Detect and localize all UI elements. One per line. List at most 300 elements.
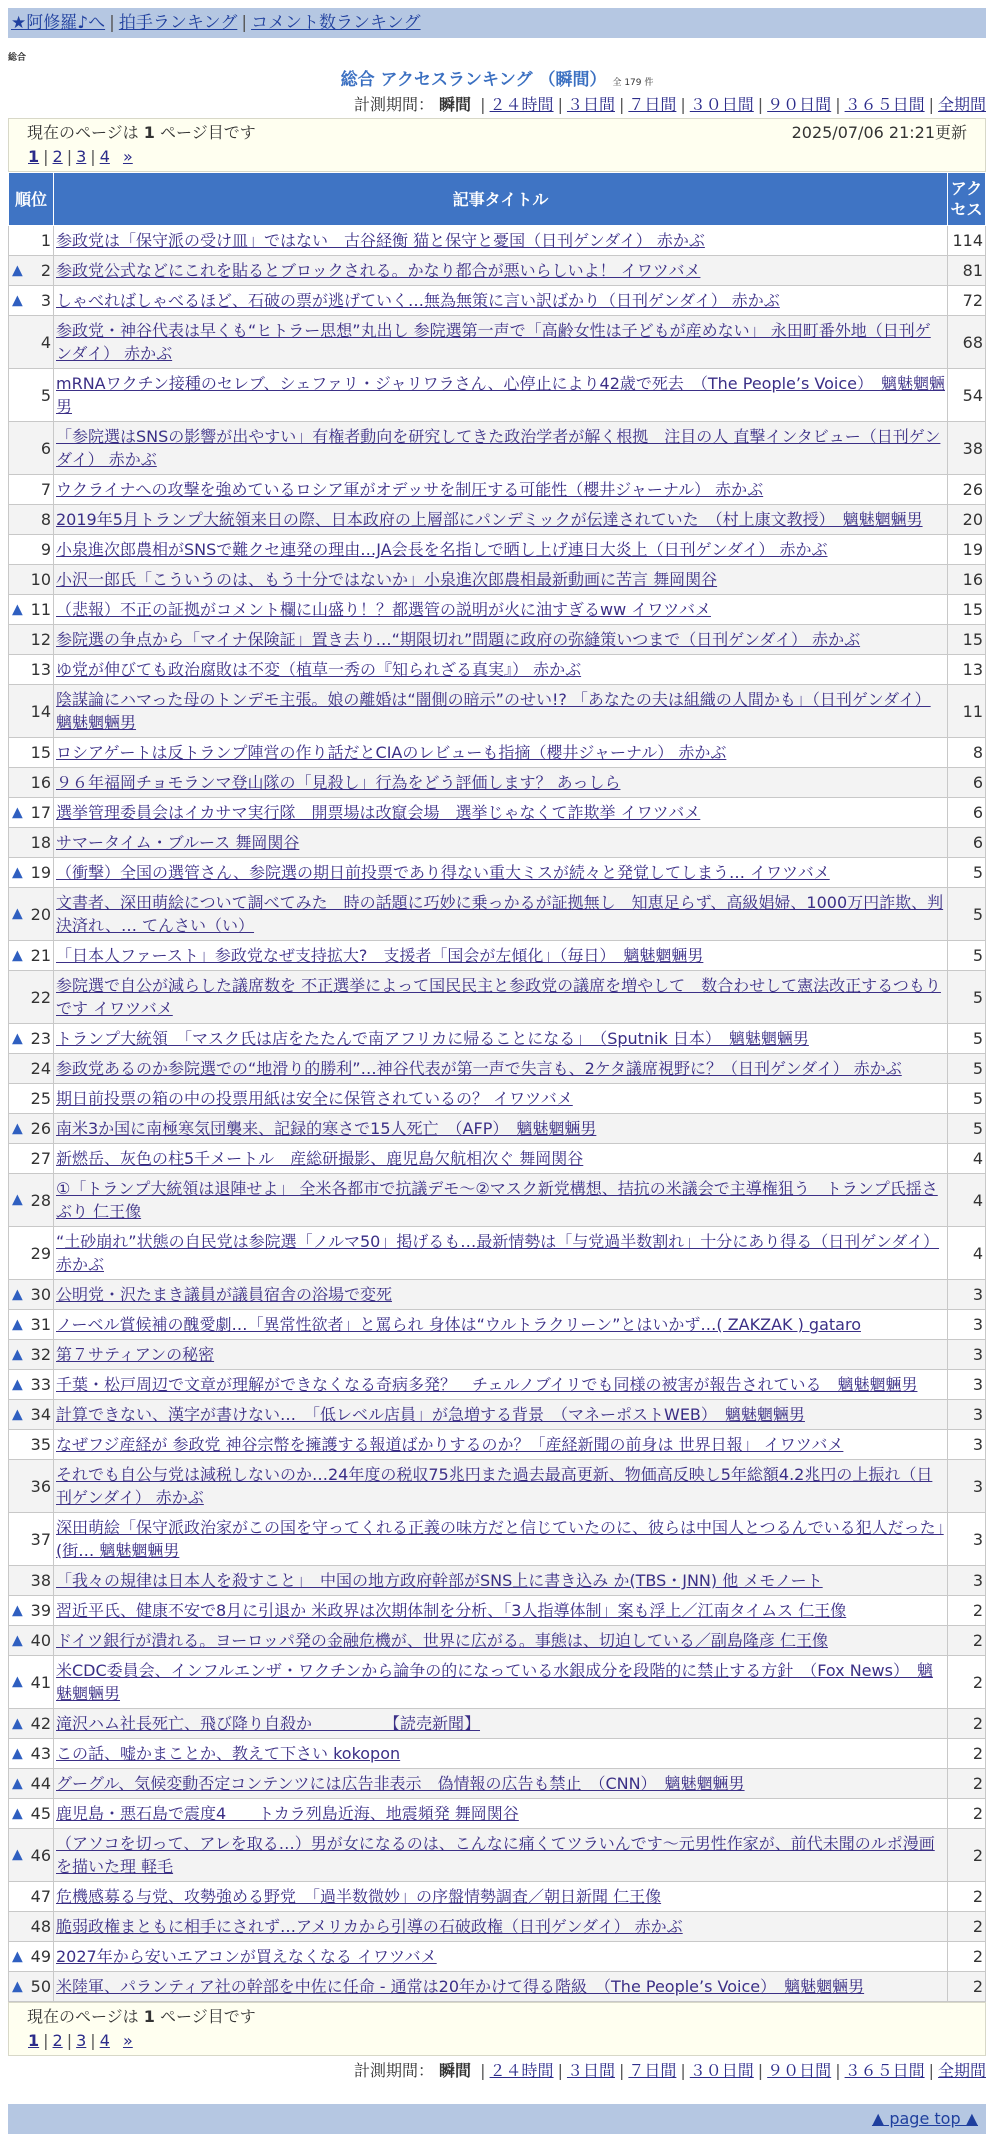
table-row (9, 1829, 986, 1882)
period-option-link[interactable]: ２４時間 (489, 95, 554, 114)
rank-cell (9, 565, 54, 595)
rank-number: 50 (30, 1977, 51, 1996)
rank-cell (9, 738, 54, 768)
article-link[interactable]: 深田萌絵「保守派政治家がこの国を守ってくれる正義の味方だと信じていたのに、彼らは中国人とつるんでいる犯人だった」(街… 魑魅魍魎男 (56, 1518, 944, 1560)
title-cell (54, 1912, 948, 1942)
current-page-suffix: ページ目です (160, 123, 256, 142)
table-row (9, 798, 986, 828)
period-separator: | (618, 2061, 625, 2080)
title-cell (54, 1566, 948, 1596)
title-cell (54, 685, 948, 738)
article-link[interactable]: それでも自公与党は減税しないのか…24年度の税収75兆円また過去最高更新、物価高反映し5年総額4.2兆円の上振れ（日刊ゲンダイ） 赤かぶ (56, 1465, 933, 1507)
next-page-link[interactable]: » (122, 2031, 133, 2050)
title-cell (54, 971, 948, 1024)
table-row (9, 1566, 986, 1596)
article-link[interactable]: しゃべればしゃべるほど、石破の票が逃げていく…無為無策に言い訳ばかり（日刊ゲンダイ） 赤かぶ (56, 291, 780, 310)
rank-cell (9, 1024, 54, 1054)
period-option-link[interactable]: ３日間 (566, 2061, 615, 2080)
table-row (9, 226, 986, 256)
access-count: 2 (948, 1829, 986, 1882)
access-count: 20 (948, 505, 986, 535)
table-row (9, 286, 986, 316)
table-header (9, 173, 986, 226)
table-row (9, 768, 986, 798)
table-row (9, 1596, 986, 1626)
page-top-link[interactable]: ▲ page top ▲ (871, 2109, 978, 2128)
rank-number: 33 (30, 1375, 51, 1394)
pager-status (27, 121, 967, 145)
article-link[interactable]: ゆ党が伸びても政治腐敗は不変（植草一秀の『知られざる真実』） 赤かぶ (56, 660, 582, 679)
article-link[interactable]: （アソコを切って、アレを取る…）男が女になるのは、こんなに痛くてツラいんです～元男性作家が、前代未聞のルポ漫画を描いた理 軽毛 (56, 1834, 935, 1876)
table-row (9, 505, 986, 535)
article-link[interactable]: 南米3か国に南極寒気団襲来、記録的寒さで15人死亡 （AFP） 魑魅魍魎男 (56, 1119, 597, 1138)
rank-cell (9, 535, 54, 565)
article-link[interactable]: 第７サティアンの秘密 (56, 1345, 215, 1364)
rank-cell (9, 1799, 54, 1829)
rank-number: 18 (30, 833, 51, 852)
up-arrow-icon: ▲ (12, 1745, 23, 1761)
rank-number: 22 (30, 987, 51, 1007)
rank-number: 23 (30, 1029, 51, 1048)
title-cell (54, 1144, 948, 1174)
title-cell (54, 1769, 948, 1799)
article-link[interactable]: （悲報）不正の証拠がコメント欄に山盛り！？都選管の説明が火に油すぎるww イワツバメ (56, 600, 711, 619)
access-count: 4 (948, 1227, 986, 1280)
title-cell (54, 655, 948, 685)
rank-number: 17 (30, 803, 51, 822)
table-row (9, 685, 986, 738)
rank-cell (9, 1054, 54, 1084)
period-option-link[interactable]: ３日間 (566, 95, 615, 114)
table-row (9, 941, 986, 971)
page-link[interactable]: 2 (52, 2031, 63, 2050)
article-link[interactable]: 習近平氏、健康不安で8月に引退か 米政界は次期体制を分析、「3人指導体制」案も浮上／江南タイムス 仁王像 (56, 1601, 847, 1620)
rank-number: 9 (40, 540, 51, 559)
article-link[interactable]: サマータイム・ブルース 舞岡関谷 (56, 833, 300, 852)
period-option-link[interactable]: ３６５日間 (844, 2061, 925, 2080)
pager-status-bottom (27, 2005, 967, 2029)
article-link[interactable]: ロシアゲートは反トランプ陣営の作り話だとCIAのレビューも指摘（櫻井ジャーナル） 赤かぶ (56, 743, 727, 762)
rank-number: 20 (30, 904, 51, 924)
table-row (9, 1769, 986, 1799)
table-row (9, 1709, 986, 1739)
article-link[interactable]: 参政党公式などにこれを貼るとブロックされる。かなり都合が悪いらしいよ！ イワツバメ (56, 261, 701, 280)
access-count: 11 (948, 685, 986, 738)
article-link[interactable]: グーグル、気候変動否定コンテンツには広告非表示 偽情報の広告も禁止 （CNN） 魑魅魍魎男 (56, 1774, 745, 1793)
article-link[interactable]: 陰謀論にハマった母のトンデモ主張。娘の離婚は“闇側の暗示”のせい!? 「あなたの夫は組織の人間かも」（日刊ゲンダイ） 魑魅魍魎男 (56, 690, 931, 732)
table-row (9, 1912, 986, 1942)
period-label: 計測期間： (353, 95, 434, 114)
access-column-header: アクセス (948, 173, 986, 226)
page-title-mode: （瞬間） (538, 70, 607, 90)
table-row (9, 1400, 986, 1430)
access-count: 54 (948, 369, 986, 422)
table-row (9, 369, 986, 422)
access-count: 3 (948, 1280, 986, 1310)
page-link[interactable]: 3 (76, 147, 87, 166)
access-count: 3 (948, 1400, 986, 1430)
access-count: 4 (948, 1174, 986, 1227)
period-separator: | (835, 95, 841, 114)
rank-cell (9, 625, 54, 655)
article-link[interactable]: 参政党は「保守派の受け皿」ではない 古谷経衡 猫と保守と憂国（日刊ゲンダイ） 赤かぶ (56, 231, 705, 250)
table-row (9, 971, 986, 1024)
period-separator: | (480, 2061, 486, 2080)
access-count: 5 (948, 971, 986, 1024)
access-count: 2 (948, 1769, 986, 1799)
period-option-link[interactable]: ２４時間 (489, 2061, 554, 2080)
article-link[interactable]: 参院選で自公が減らした議席数を 不正選挙によって国民民主と参政党の議席を増やして 数合わせして憲法改正するつもりです イワツバメ (56, 976, 941, 1018)
category-label: 総合 (8, 53, 27, 63)
table-row (9, 1513, 986, 1566)
article-link[interactable]: 参院選の争点から「マイナ保険証」置き去り…“期限切れ”問題に政府の弥縫策いつまで（日刊ゲンダイ） 赤かぶ (56, 630, 861, 649)
up-arrow-icon: ▲ (12, 1846, 23, 1863)
period-label: 計測期間： (353, 2061, 434, 2080)
rank-cell (9, 655, 54, 685)
article-link[interactable]: ウクライナへの攻撃を強めているロシア軍がオデッサを制圧する可能性（櫻井ジャーナル） 赤かぶ (56, 480, 764, 499)
rank-cell (9, 226, 54, 256)
rank-cell (9, 1144, 54, 1174)
article-link[interactable]: 2027年から安いエアコンが買えなくなる イワツバメ (56, 1947, 437, 1966)
access-count: 2 (948, 1972, 986, 2002)
rank-number: 27 (30, 1149, 51, 1168)
period-option-link[interactable]: ７日間 (628, 95, 677, 114)
period-separator: | (480, 95, 486, 114)
table-row (9, 738, 986, 768)
page-link[interactable]: 2 (52, 147, 63, 166)
table-row (9, 1799, 986, 1829)
access-count: 15 (948, 625, 986, 655)
rank-number: 37 (30, 1529, 51, 1549)
access-count: 5 (948, 1114, 986, 1144)
rank-number: 38 (30, 1571, 51, 1590)
rank-cell (9, 1227, 54, 1280)
up-arrow-icon: ▲ (12, 292, 23, 308)
access-count: 2 (948, 1739, 986, 1769)
article-link[interactable]: 滝沢ハム社長死亡、飛び降り自殺か 【読売新聞】 (56, 1714, 481, 1733)
table-row (9, 565, 986, 595)
table-row (9, 535, 986, 565)
rank-number: 10 (30, 570, 51, 589)
table-row (9, 1972, 986, 2002)
article-link[interactable]: 期日前投票の箱の中の投票用紙は安全に保管されているの？ イワツバメ (56, 1089, 573, 1108)
table-row (9, 475, 986, 505)
article-link[interactable]: 小泉進次郎農相がSNSで難クセ連発の理由…JA会長を名指しで晒し上げ連日大炎上（日刊ゲンダイ） 赤かぶ (56, 540, 828, 559)
rank-cell (9, 798, 54, 828)
rank-cell (9, 595, 54, 625)
page-separator: | (66, 2031, 73, 2050)
current-page-suffix: ページ目です (160, 2007, 256, 2026)
rank-cell (9, 1739, 54, 1769)
rank-cell (9, 1882, 54, 1912)
article-link[interactable]: 「我々の規律は日本人を殺すこと」 中国の地方政府幹部がSNS上に書き込み か(TBS・JNN) 他 メモノート (56, 1571, 823, 1590)
home-link[interactable]: ★阿修羅♪へ (11, 13, 106, 33)
up-arrow-icon: ▲ (12, 1286, 23, 1302)
article-link[interactable]: 「参院選はSNSの影響が出やすい」有権者動向を研究してきた政治学者が解く根拠 注目の人 直撃インタビュー（日刊ゲンダイ） 赤かぶ (56, 427, 941, 469)
article-link[interactable]: 2019年5月トランプ大統領来日の際、日本政府の上層部にパンデミックが伝達されていた （村上康文教授） 魑魅魍魎男 (56, 510, 923, 529)
up-arrow-icon: ▲ (12, 905, 23, 922)
rank-number: 42 (30, 1714, 51, 1733)
title-cell (54, 535, 948, 565)
period-selector (8, 92, 986, 118)
rank-number: 47 (30, 1887, 51, 1906)
article-link[interactable]: 米陸軍、パランティア社の幹部を中佐に任命 - 通常は20年かけて得る階級 （The People’s Voice） 魑魅魍魎男 (56, 1977, 865, 1996)
rank-number: 5 (40, 385, 51, 405)
rank-cell (9, 858, 54, 888)
title-cell (54, 768, 948, 798)
article-link[interactable]: 参政党あるのか参院選での“地滑り的勝利”…神谷代表が第一声で失言も、2ケタ議席視野に？（日刊ゲンダイ） 赤かぶ (56, 1059, 902, 1078)
access-count: 2 (948, 1912, 986, 1942)
article-link[interactable]: ノーベル賞候補の醜愛劇…「異常性欲者」と罵られ 身体は“ウルトラクリーン”とはいかず…( ZAKZAK ) gataro (56, 1315, 861, 1334)
rank-cell (9, 1084, 54, 1114)
up-arrow-icon: ▲ (12, 1191, 23, 1208)
access-count: 4 (948, 1144, 986, 1174)
table-row (9, 1626, 986, 1656)
article-link[interactable]: トランプ大統領 「マスク氏は店をたたんで南アフリカに帰ることになる」 （Sputnik 日本） 魑魅魍魎男 (56, 1029, 809, 1048)
rank-number: 44 (30, 1774, 51, 1793)
page-separator: | (90, 2031, 96, 2050)
page-link[interactable]: 4 (99, 2031, 110, 2050)
period-option-link[interactable]: ７日間 (628, 2061, 677, 2080)
article-link[interactable]: 文書者、深田萌絵について調べてみた 時の話題に巧妙に乗っかるが証拠無し 知恵足らず、高級娼婦、1000万円詐欺、判決済れ、… てんさい（い） (56, 893, 944, 935)
title-cell (54, 1280, 948, 1310)
access-count: 5 (948, 1084, 986, 1114)
title-cell (54, 286, 948, 316)
table-row (9, 316, 986, 369)
article-link[interactable]: 公明党・沢たまき議員が議員宿舎の浴場で変死 (56, 1285, 393, 1304)
rank-number: 3 (40, 291, 51, 310)
article-link[interactable]: この話、嘘かまことか、教えて下さい kokopon (56, 1744, 401, 1763)
current-page-number: 1 (143, 123, 155, 142)
rank-cell (9, 1709, 54, 1739)
comment-ranking-link[interactable]: コメント数ランキング (251, 13, 421, 33)
article-link[interactable]: 参政党・神谷代表は早くも“ヒトラー思想”丸出し 参院選第一声で「高齢女性は子どもが産めない」 永田町番外地（日刊ゲンダイ） 赤かぶ (56, 321, 931, 363)
table-row (9, 1174, 986, 1227)
access-count: 68 (948, 316, 986, 369)
rank-number: 7 (40, 480, 51, 499)
rank-number: 41 (30, 1672, 51, 1692)
title-cell (54, 1400, 948, 1430)
access-count: 3 (948, 1430, 986, 1460)
access-count: 6 (948, 798, 986, 828)
up-arrow-icon: ▲ (12, 1376, 23, 1392)
article-link[interactable]: なぜフジ産経が 参政党 神谷宗幣を擁護する報道ばかりするのか？「産経新聞の前身は 世界日報」 イワツバメ (56, 1435, 844, 1454)
period-option-link[interactable]: ９０日間 (767, 95, 832, 114)
page-title-text: 総合 アクセスランキング (340, 70, 533, 90)
title-cell (54, 1942, 948, 1972)
footer-bar (8, 2104, 986, 2134)
article-link[interactable]: （衝撃）全国の選管さん、参院選の期日前投票であり得ない重大ミスが続々と発覚してしまう… イワツバメ (56, 863, 830, 882)
table-row (9, 888, 986, 941)
title-cell (54, 565, 948, 595)
article-link[interactable]: 危機感募る与党、攻勢強める野党 「過半数微妙」の序盤情勢調査／朝日新聞 仁王像 (56, 1887, 662, 1906)
up-arrow-icon: ▲ (12, 1948, 23, 1964)
up-arrow-icon: ▲ (12, 947, 23, 963)
period-separator: | (928, 95, 934, 114)
period-separator: | (680, 95, 686, 114)
period-option-link[interactable]: ３６５日間 (844, 95, 925, 114)
rank-cell (9, 1340, 54, 1370)
rank-number: 28 (30, 1190, 51, 1210)
rank-number: 30 (30, 1285, 51, 1304)
title-cell (54, 595, 948, 625)
title-cell (54, 858, 948, 888)
rank-number: 8 (40, 510, 51, 529)
article-link[interactable]: 脆弱政権まともに相手にされず…アメリカから引導の石破政権（日刊ゲンダイ） 赤かぶ (56, 1917, 683, 1936)
access-count: 6 (948, 828, 986, 858)
title-cell (54, 738, 948, 768)
page-separator (114, 2031, 119, 2050)
article-link[interactable]: 選挙管理委員会はイカサマ実行隊 開票場は改竄会場 選挙じゃなくて詐欺挙 イワツバメ (56, 803, 701, 822)
period-separator: | (757, 95, 764, 114)
top-navigation (8, 8, 986, 38)
article-link[interactable]: 鹿児島・悪石島で震度4 トカラ列島近海、地震頻発 舞岡関谷 (56, 1804, 519, 1823)
period-separator: | (835, 2061, 841, 2080)
article-link[interactable]: ドイツ銀行が潰れる。ヨーロッパ発の金融危機が、世界に広がる。事態は、切迫している／副島隆彦 仁王像 (56, 1631, 828, 1650)
up-arrow-icon: ▲ (12, 1602, 23, 1618)
article-link[interactable]: 計算できない、漢字が書けない… 「低レベル店員」が急増する背景 （マネーポストWEB） 魑魅魍魎男 (56, 1405, 805, 1424)
article-link[interactable]: 小沢一郎氏「こういうのは、もう十分ではないか」小泉進次郎農相最新動画に苦言 舞岡関谷 (56, 570, 718, 589)
access-count: 5 (948, 1024, 986, 1054)
article-link[interactable]: mRNAワクチン接種のセレブ、シェファリ・ジャリワラさん、心停止により42歳で死去 （The People’s Voice） 魑魅魍魎男 (56, 374, 945, 416)
access-count: 2 (948, 1709, 986, 1739)
rank-number: 12 (30, 630, 51, 649)
rank-number: 16 (30, 773, 51, 792)
article-link[interactable]: ９６年福岡チョモランマ登山隊の「見殺し」行為をどう評価します？ あっしら (56, 773, 621, 792)
rank-cell (9, 1769, 54, 1799)
table-row (9, 256, 986, 286)
rank-cell (9, 256, 54, 286)
access-count: 3 (948, 1370, 986, 1400)
rank-cell (9, 828, 54, 858)
access-count: 81 (948, 256, 986, 286)
rank-number: 29 (30, 1243, 51, 1263)
rank-number: 25 (30, 1089, 51, 1108)
period-current: 瞬間 (439, 95, 472, 114)
title-cell (54, 941, 948, 971)
period-option-link[interactable]: 全期間 (937, 2061, 986, 2080)
rank-cell (9, 369, 54, 422)
clap-ranking-link[interactable]: 拍手ランキング (118, 13, 238, 33)
table-row (9, 1024, 986, 1054)
period-separator: | (557, 2061, 563, 2080)
article-link[interactable]: 新燃岳、灰色の柱5千メートル 産総研撮影、鹿児島欠航相次ぐ 舞岡関谷 (56, 1149, 584, 1168)
access-count: 6 (948, 768, 986, 798)
period-option-link[interactable]: ３０日間 (689, 95, 754, 114)
title-cell (54, 1227, 948, 1280)
rank-cell (9, 1513, 54, 1566)
title-cell (54, 1882, 948, 1912)
article-link[interactable]: 千葉・松戸周辺で文章が理解ができなくなる奇病多発？ チェルノブイリでも同様の被害が報告されている 魑魅魍魎男 (56, 1375, 918, 1394)
up-arrow-icon: ▲ (12, 1406, 23, 1422)
rank-number: 15 (30, 743, 51, 762)
rank-cell (9, 1829, 54, 1882)
current-page-prefix: 現在のページは (27, 123, 139, 142)
page-link[interactable]: 1 (28, 2031, 40, 2050)
table-row (9, 1370, 986, 1400)
page-link[interactable]: 3 (76, 2031, 87, 2050)
up-arrow-icon: ▲ (12, 1030, 23, 1046)
title-cell (54, 1430, 948, 1460)
nav-separator: | (241, 13, 248, 33)
up-arrow-icon: ▲ (12, 1316, 23, 1332)
rank-cell (9, 1656, 54, 1709)
period-option-link[interactable]: ９０日間 (767, 2061, 832, 2080)
rank-cell (9, 971, 54, 1024)
table-row (9, 1430, 986, 1460)
access-count: 3 (948, 1340, 986, 1370)
period-selector-bottom (8, 2058, 986, 2084)
table-row (9, 1882, 986, 1912)
rank-cell (9, 888, 54, 941)
access-count: 15 (948, 595, 986, 625)
up-arrow-icon: ▲ (12, 1775, 23, 1791)
title-cell (54, 422, 948, 475)
current-page-number: 1 (143, 2007, 155, 2026)
access-count: 16 (948, 565, 986, 595)
title-cell (54, 1370, 948, 1400)
up-arrow-icon: ▲ (12, 262, 23, 278)
rank-number: 31 (30, 1315, 51, 1334)
up-arrow-icon: ▲ (12, 1673, 23, 1690)
table-row (9, 858, 986, 888)
rank-number: 48 (30, 1917, 51, 1936)
title-cell (54, 316, 948, 369)
title-cell (54, 1799, 948, 1829)
rank-number: 19 (30, 863, 51, 882)
article-link[interactable]: 「日本人ファースト」参政党なぜ支持拡大? 支援者「国会が左傾化」（毎日） 魑魅魍魎男 (56, 946, 704, 965)
next-page-link[interactable]: » (122, 147, 133, 166)
period-option-link[interactable]: ３０日間 (689, 2061, 754, 2080)
title-cell (54, 625, 948, 655)
up-arrow-icon: ▲ (12, 804, 23, 820)
access-count: 19 (948, 535, 986, 565)
title-cell (54, 798, 948, 828)
rank-number: 2 (40, 261, 51, 280)
rank-cell (9, 768, 54, 798)
page-link[interactable]: 4 (99, 147, 110, 166)
access-count: 5 (948, 858, 986, 888)
access-count: 3 (948, 1566, 986, 1596)
title-cell (54, 1340, 948, 1370)
article-link[interactable]: 米CDC委員会、インフルエンザ・ワクチンから論争の的になっている水銀成分を段階的に禁止する方針 （Fox News） 魑魅魍魎男 (56, 1661, 933, 1703)
page-separator: | (90, 147, 96, 166)
rank-cell (9, 1430, 54, 1460)
rank-number: 21 (30, 946, 51, 965)
access-count: 3 (948, 1310, 986, 1340)
ranking-rows (9, 226, 986, 2002)
table-row (9, 1144, 986, 1174)
rank-number: 39 (30, 1601, 51, 1620)
period-option-link[interactable]: 全期間 (937, 95, 986, 114)
current-page-text (27, 121, 256, 145)
page-link[interactable]: 1 (28, 147, 40, 166)
access-count: 2 (948, 1882, 986, 1912)
rank-number: 13 (30, 660, 51, 679)
access-count: 13 (948, 655, 986, 685)
title-cell (54, 1460, 948, 1513)
article-link[interactable]: “土砂崩れ”状態の自民党は参院選「ノルマ50」掲げるも…最新情勢は「与党過半数割れ」十分にあり得る（日刊ゲンダイ） 赤かぶ (56, 1232, 940, 1274)
access-count: 5 (948, 1054, 986, 1084)
rank-cell (9, 1566, 54, 1596)
title-cell (54, 1829, 948, 1882)
access-count: 38 (948, 422, 986, 475)
access-count: 5 (948, 941, 986, 971)
rank-number: 45 (30, 1804, 51, 1823)
table-row (9, 1084, 986, 1114)
rank-number: 49 (30, 1947, 51, 1966)
article-link[interactable]: ①「トランプ大統領は退陣せよ」 全米各都市で抗議デモ～②マスク新党構想、拮抗の米議会で主導権狙う トランプ氏揺さぶり 仁王像 (56, 1179, 938, 1221)
